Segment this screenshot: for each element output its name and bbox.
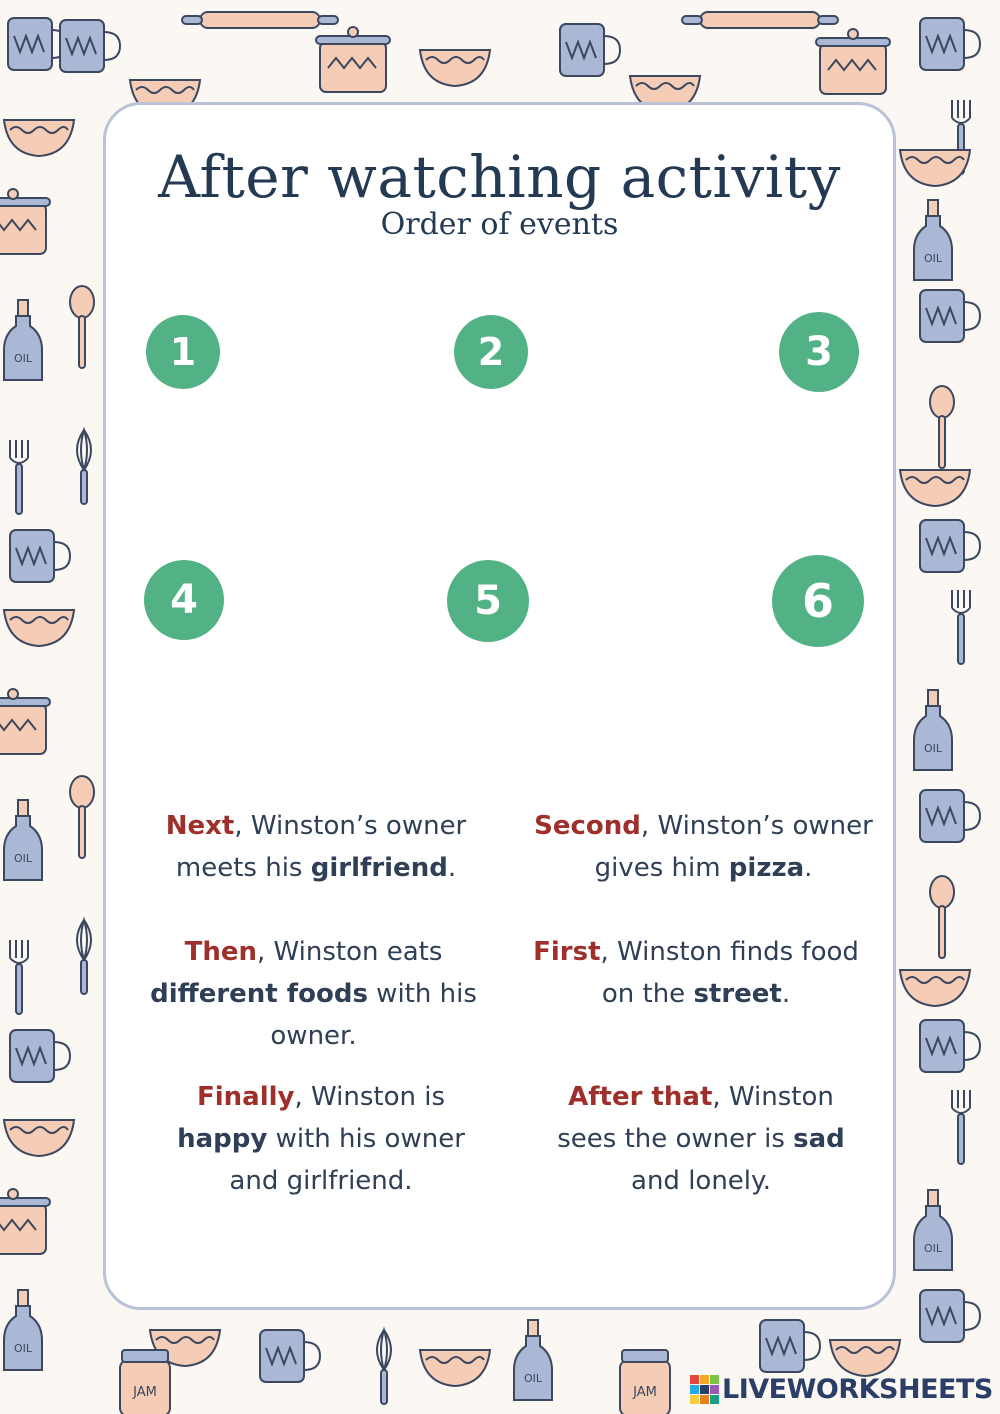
worksheet-card bbox=[103, 102, 896, 1310]
logo-square bbox=[690, 1385, 699, 1394]
number-circle-2: 2 bbox=[454, 315, 528, 389]
logo-square bbox=[700, 1385, 709, 1394]
sentence-keyword: First bbox=[533, 937, 601, 967]
sentence-keyword: Second bbox=[534, 811, 641, 841]
sentence-keyword: Next bbox=[165, 811, 235, 841]
sentence-card-2[interactable]: Second, Winston’s owner gives him pizza. bbox=[534, 811, 873, 883]
sentence-card-6[interactable]: After that, Winston sees the owner is sad and lonely. bbox=[557, 1082, 845, 1196]
liveworksheets-logo-text: LIVEWORKSHEETS bbox=[722, 1373, 993, 1405]
logo-square bbox=[700, 1375, 709, 1384]
number-circle-5: 5 bbox=[447, 560, 529, 642]
page-title: After watching activity bbox=[158, 143, 841, 211]
sentence-keyword: After that bbox=[568, 1082, 713, 1112]
sentence-card-1[interactable]: Next, Winston’s owner meets his girlfriend. bbox=[165, 811, 467, 883]
sentence-keyword: Then bbox=[184, 937, 257, 967]
sentence-card-3[interactable]: Then, Winston eats different foods with his owner. bbox=[150, 937, 477, 1051]
liveworksheets-logo-icon bbox=[690, 1375, 719, 1404]
liveworksheets-logo bbox=[690, 1372, 993, 1406]
page-subtitle: Order of events bbox=[380, 207, 619, 242]
logo-square bbox=[690, 1375, 699, 1384]
logo-square bbox=[690, 1395, 699, 1404]
logo-square bbox=[710, 1395, 719, 1404]
sentence-keyword: Finally bbox=[196, 1082, 295, 1112]
logo-square bbox=[700, 1395, 709, 1404]
number-circle-6: 6 bbox=[772, 555, 864, 647]
sentence-card-4[interactable]: First, Winston finds food on the street. bbox=[533, 937, 859, 1009]
number-circle-1: 1 bbox=[146, 315, 220, 389]
number-circle-3: 3 bbox=[779, 312, 859, 392]
sentence-card-5[interactable]: Finally, Winston is happy with his owner and girlfriend. bbox=[177, 1082, 465, 1196]
logo-square bbox=[710, 1375, 719, 1384]
logo-square bbox=[710, 1385, 719, 1394]
number-circle-4: 4 bbox=[144, 560, 224, 640]
